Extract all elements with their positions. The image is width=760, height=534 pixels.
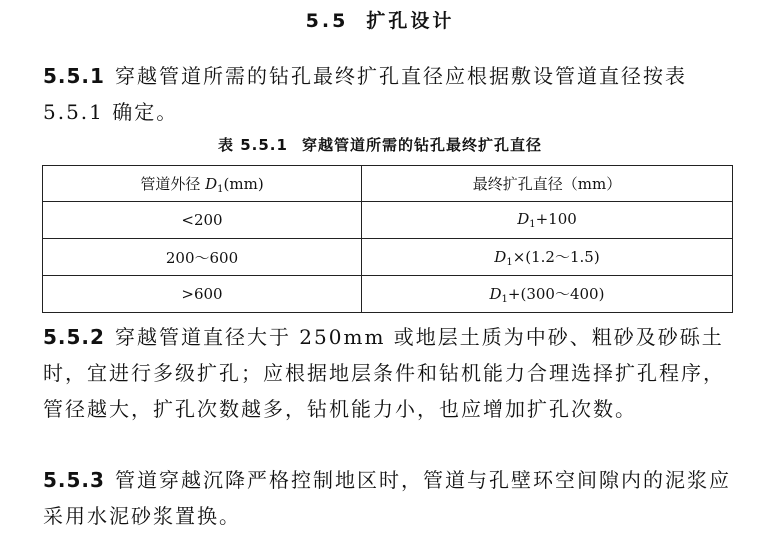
section-heading: 扩孔设计 bbox=[366, 10, 455, 32]
cell-range: 200～600 bbox=[43, 239, 362, 276]
table-row bbox=[43, 239, 733, 276]
cell-value: $D_1+(300\sim 400)$ bbox=[362, 276, 733, 313]
cell-value: $D_1\times(1.2\sim 1.5)$ bbox=[362, 239, 733, 276]
clause-number: 5.5.1 bbox=[43, 64, 105, 88]
clause-5-5-1 bbox=[43, 58, 743, 130]
table-caption bbox=[0, 134, 760, 155]
reaming-diameter-table bbox=[42, 165, 733, 313]
clause-number: 5.5.2 bbox=[43, 325, 105, 349]
clause-number: 5.5.3 bbox=[43, 468, 105, 492]
section-number: 5.5 bbox=[305, 10, 349, 32]
header-pipe-diameter: 管道外径 $D_1(mm)$ bbox=[43, 166, 362, 202]
section-title bbox=[0, 6, 760, 33]
cell-value: $D_1+100$ bbox=[362, 202, 733, 239]
clause-5-5-3 bbox=[43, 462, 743, 534]
table-caption-number: 表 5.5.1 bbox=[218, 136, 288, 154]
table-caption-title: 穿越管道所需的钻孔最终扩孔直径 bbox=[301, 136, 542, 154]
table-row bbox=[43, 202, 733, 239]
cell-range: <200 bbox=[43, 202, 362, 239]
table-header-row bbox=[43, 166, 733, 202]
clause-text: 穿越管道直径大于 250mm 或地层土质为中砂、粗砂及砂砾土时，宜进行多级扩孔；应根据地层条件和钻机能力合理选择扩孔程序，管径越大，扩孔次数越多，钻机能力小，也应增加扩孔次数。 bbox=[43, 325, 725, 421]
clause-text: 穿越管道所需的钻孔最终扩孔直径应根据敷设管道直径按表 5.5.1 确定。 bbox=[43, 64, 687, 124]
clause-5-5-2 bbox=[43, 319, 743, 427]
cell-range: >600 bbox=[43, 276, 362, 313]
clause-text: 管道穿越沉降严格控制地区时，管道与孔壁环空间隙内的泥浆应采用水泥砂浆置换。 bbox=[43, 468, 731, 528]
table-row bbox=[43, 276, 733, 313]
header-final-diameter: 最终扩孔直径（mm） bbox=[362, 166, 733, 202]
